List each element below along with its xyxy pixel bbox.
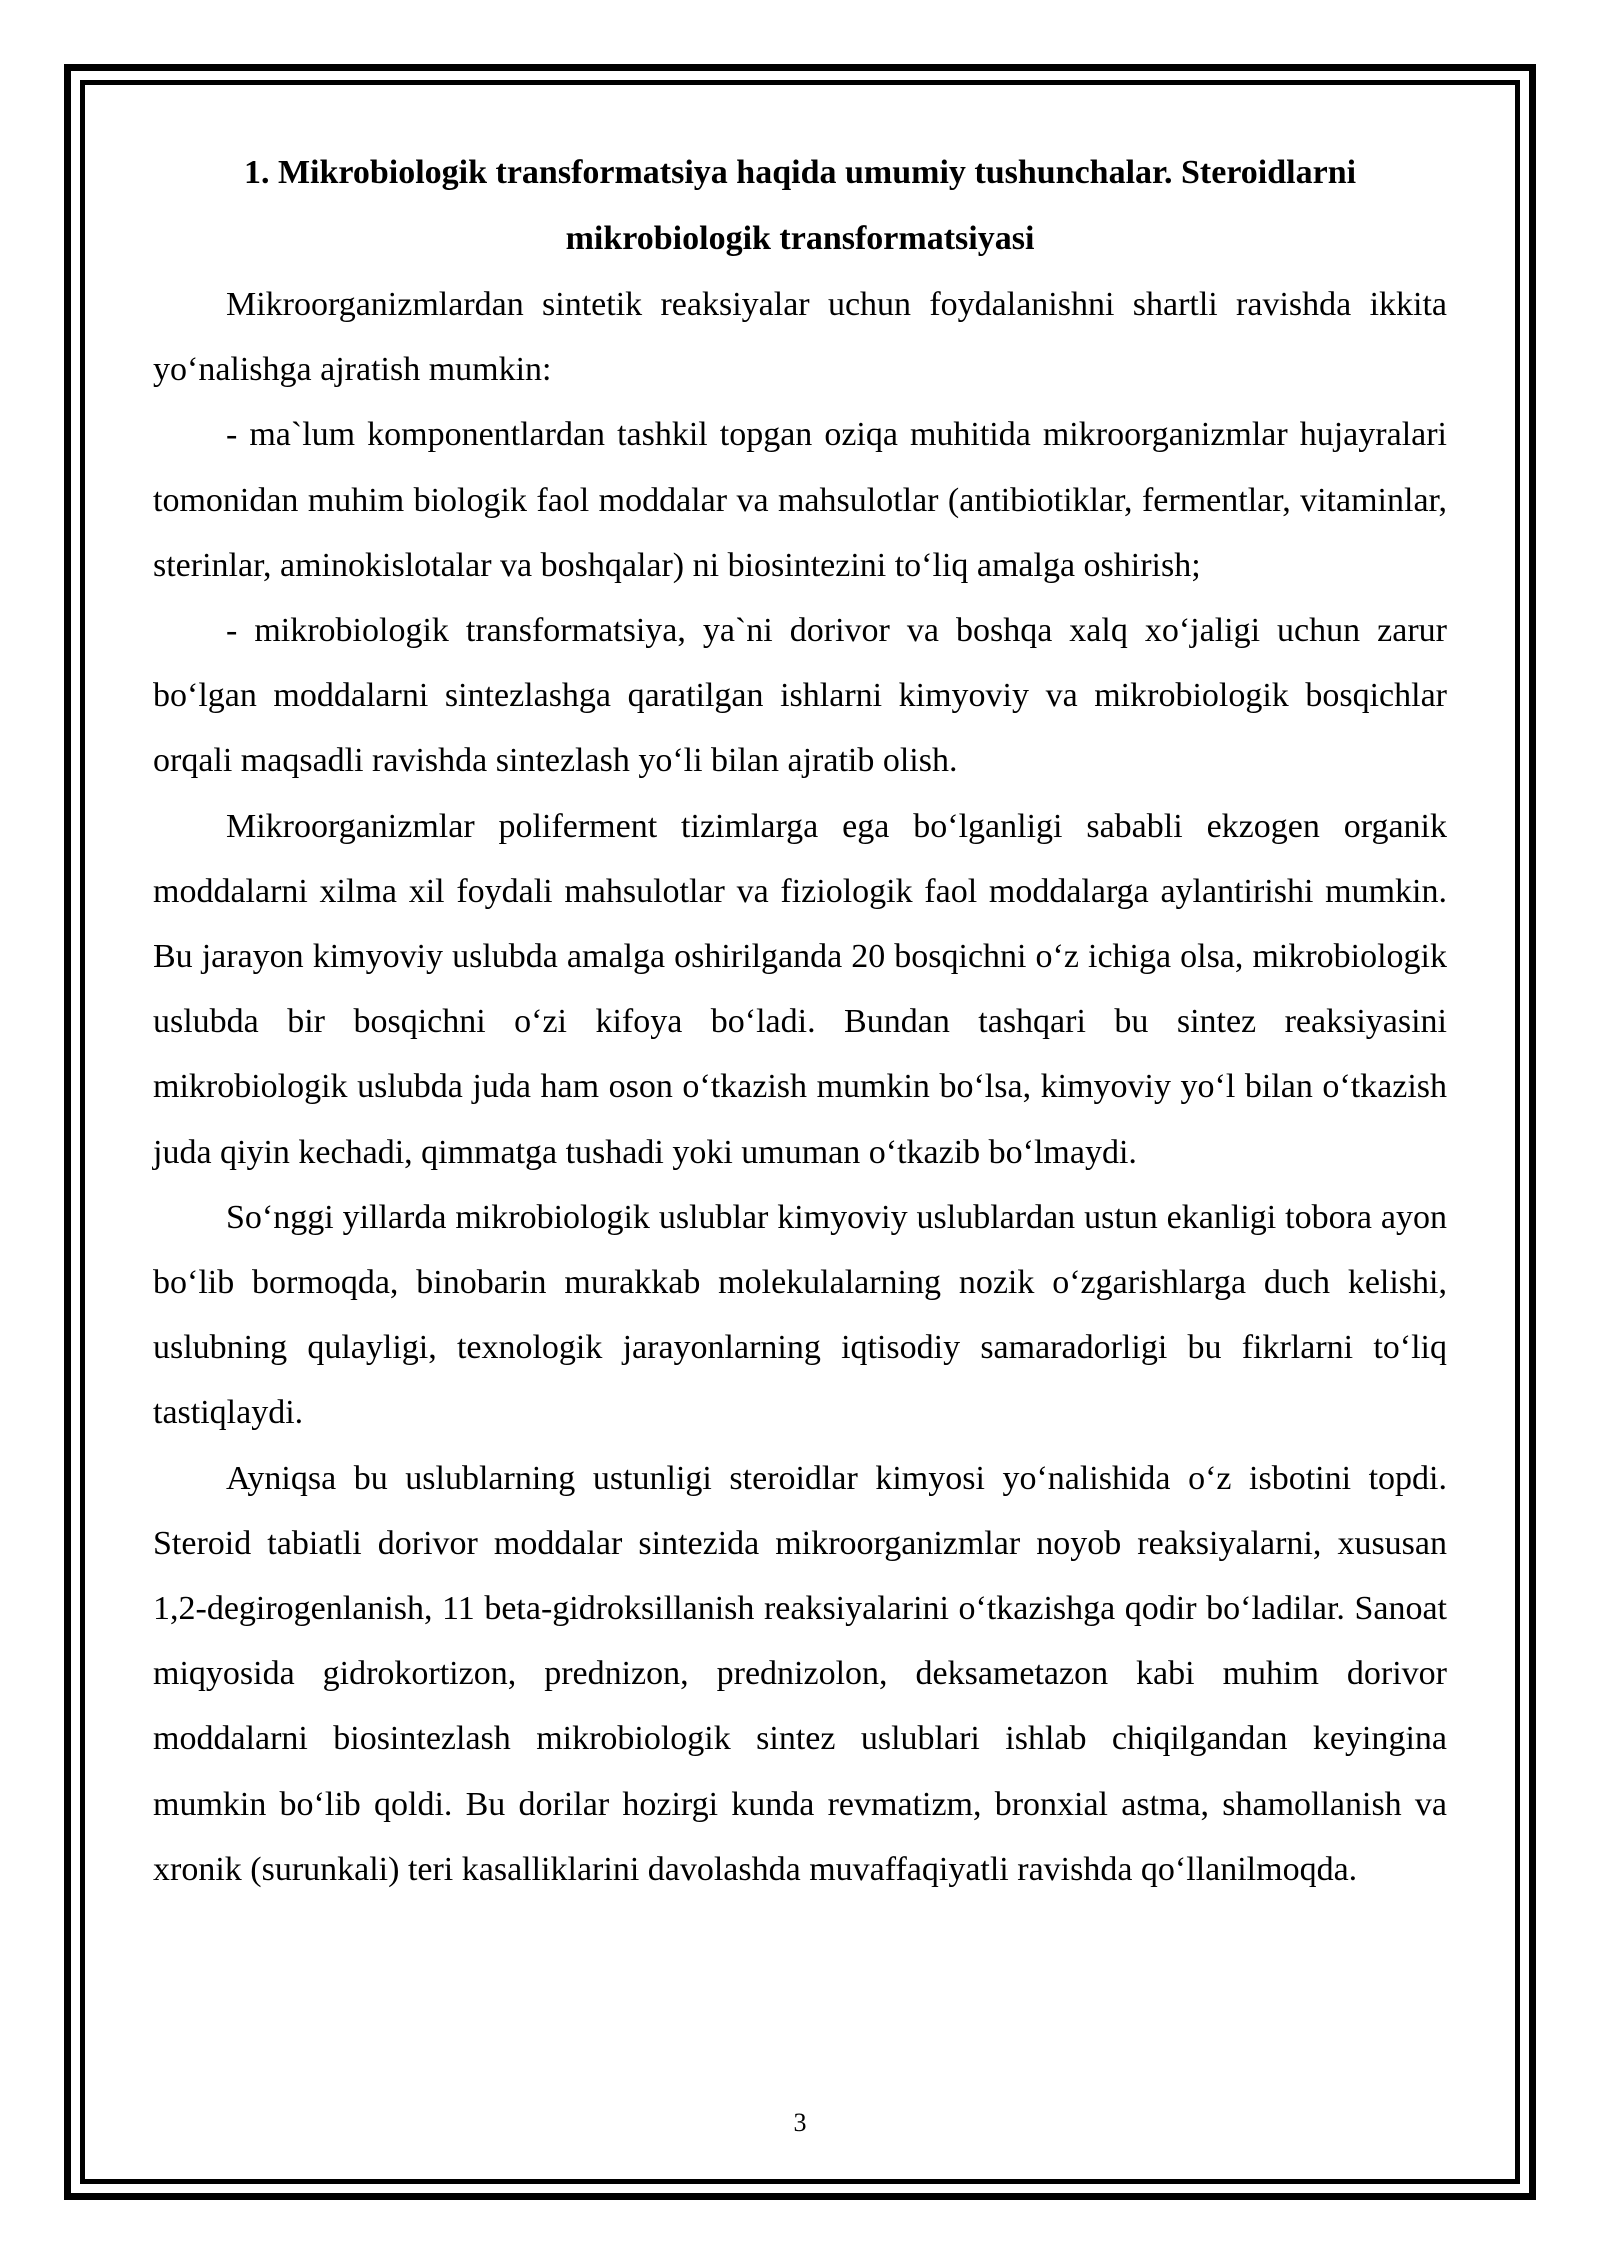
- paragraph-list-item-2: - mikrobiologik transformatsiya, ya`ni dorivor va boshqa xalq xo‘jaligi uchun zarur bo‘lgan moddalarni sintezlashga qaratilgan ishlarni kimyoviy va mikrobiologik bosqichlar orqali maqsadli ravishda sintezlash yo‘li bilan ajratib olish.: [153, 612, 1447, 780]
- paragraph-list-item-1: - ma`lum komponentlardan tashkil topgan oziqa muhitida mikroorganizmlar hujayralari tomonidan muhim biologik faol moddalar va mahsulotlar (antibiotiklar, fermentlar, vitaminlar, sterinlar, aminokislotalar va boshqalar) ni biosintezini to‘liq amalga oshirish;: [153, 416, 1447, 584]
- paragraph-intro: Mikroorganizmlardan sintetik reaksiyalar uchun foydalanishni shartli ravishda ikkita yo‘nalishga ajratish mumkin:: [153, 286, 1447, 389]
- paragraph-steroids: Ayniqsa bu uslublarning ustunligi steroidlar kimyosi yo‘nalishida o‘z isbotini topdi. Steroid tabiatli dorivor moddalar sintezida mikroorganizmlar noyob reaksiyalarni, xususan 1,2-degirogenlanish, 11 beta-gidroksillanish reaksiyalarini o‘tkazishga qodir bo‘ladilar. Sanoat miqyosida gidrokortizon, prednizon, prednizolon, deksametazon kabi muhim dorivor moddalarni biosintezlash mikrobiologik sintez uslublari ishlab chiqilgandan keyingina mumkin bo‘lib qoldi. Bu dorilar hozirgi kunda revmatizm, bronxial astma, shamollanish va xronik (surunkali) teri kasalliklarini davolashda muvaffaqiyatli ravishda qo‘llanilmoqda.: [153, 1459, 1447, 1888]
- paragraph-polyferment: Mikroorganizmlar poliferment tizimlarga ega bo‘lganligi sababli ekzogen organik moddalarni xilma xil foydali mahsulotlar va fiziologik faol moddalarga aylantirishi mumkin. Bu jarayon kimyoviy uslubda amalga oshirilganda 20 bosqichni o‘z ichiga olsa, mikrobiologik uslubda bir bosqichni o‘zi kifoya bo‘ladi. Bundan tashqari bu sintez reaksiyasini mikrobiologik uslubda juda ham oson o‘tkazish mumkin bo‘lsa, kimyoviy yo‘l bilan o‘tkazish juda qiyin kechadi, qimmatga tushadi yoki umuman o‘tkazib bo‘lmaydi.: [153, 807, 1447, 1171]
- paragraph-recent-years: So‘nggi yillarda mikrobiologik uslublar kimyoviy uslublardan ustun ekanligi tobora ayon bo‘lib bormoqda, binobarin murakkab molekulalarning nozik o‘zgarishlarga duch kelishi, uslubning qulayligi, texnologik jarayonlarning iqtisodiy samaradorligi bu fikrlarni to‘liq tastiqlaydi.: [153, 1198, 1447, 1432]
- section-title: 1. Mikrobiologik transformatsiya haqida umumiy tushunchalar. Steroidlarni mikrobiologik transformatsiyasi: [243, 154, 1357, 257]
- document-body: [153, 140, 1447, 1902]
- page-number: 3: [793, 2108, 807, 2137]
